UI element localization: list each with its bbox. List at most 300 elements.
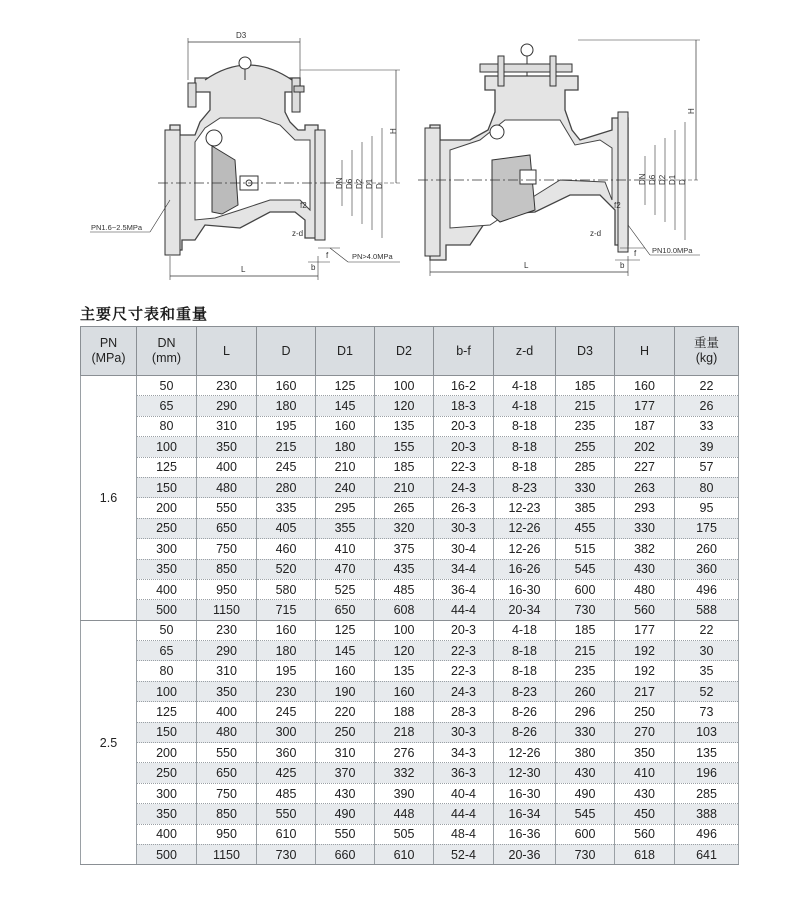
cell-dn: 500 — [137, 844, 197, 864]
cell-weight: 285 — [675, 783, 739, 803]
cell-d3: 430 — [556, 763, 615, 783]
cell-dn: 50 — [137, 376, 197, 396]
label-d: D — [375, 183, 384, 189]
cell-h: 618 — [615, 844, 675, 864]
cell-dn: 400 — [137, 824, 197, 844]
cell-bf: 24-3 — [434, 681, 494, 701]
label-d2-right: D2 — [658, 174, 667, 185]
cell-zd: 20-34 — [494, 600, 556, 620]
cell-weight: 95 — [675, 498, 739, 518]
cell-weight: 388 — [675, 804, 739, 824]
cell-d: 245 — [257, 457, 316, 477]
cell-zd: 16-34 — [494, 804, 556, 824]
cell-d3: 255 — [556, 437, 615, 457]
cell-l: 480 — [197, 722, 257, 742]
cell-d3: 185 — [556, 376, 615, 396]
cell-bf: 44-4 — [434, 804, 494, 824]
cell-d1: 430 — [316, 783, 375, 803]
cell-d: 280 — [257, 477, 316, 497]
table-row — [81, 743, 739, 763]
cell-h: 217 — [615, 681, 675, 701]
cell-d3: 545 — [556, 804, 615, 824]
table-row — [81, 437, 739, 457]
table-header-row — [81, 327, 739, 376]
cell-bf: 22-3 — [434, 661, 494, 681]
label-h: H — [389, 128, 398, 134]
cell-weight: 641 — [675, 844, 739, 864]
cell-d2: 160 — [375, 681, 434, 701]
cell-l: 1150 — [197, 844, 257, 864]
table-row — [81, 722, 739, 742]
cell-bf: 34-4 — [434, 559, 494, 579]
cell-weight: 35 — [675, 661, 739, 681]
cell-d1: 145 — [316, 396, 375, 416]
cell-l: 750 — [197, 783, 257, 803]
cell-d2: 218 — [375, 722, 434, 742]
cell-zd: 4-18 — [494, 376, 556, 396]
cell-d1: 145 — [316, 641, 375, 661]
label-d2: D2 — [355, 178, 364, 189]
table-row — [81, 681, 739, 701]
cell-d: 195 — [257, 661, 316, 681]
label-l: L — [241, 265, 246, 274]
cell-l: 350 — [197, 437, 257, 457]
cell-weight: 260 — [675, 539, 739, 559]
label-dn: DN — [335, 177, 344, 189]
table-row — [81, 620, 739, 640]
cell-bf: 22-3 — [434, 641, 494, 661]
cell-d1: 370 — [316, 763, 375, 783]
cell-d1: 410 — [316, 539, 375, 559]
cell-weight: 22 — [675, 376, 739, 396]
cell-weight: 73 — [675, 702, 739, 722]
cell-weight: 196 — [675, 763, 739, 783]
table-row — [81, 783, 739, 803]
label-l-right: L — [524, 261, 529, 270]
cell-d2: 505 — [375, 824, 434, 844]
cell-h: 560 — [615, 600, 675, 620]
cell-zd: 8-18 — [494, 416, 556, 436]
cell-l: 290 — [197, 396, 257, 416]
cell-dn: 80 — [137, 661, 197, 681]
cell-zd: 16-36 — [494, 824, 556, 844]
cell-bf: 52-4 — [434, 844, 494, 864]
label-d3: D3 — [236, 31, 247, 40]
cell-dn: 250 — [137, 518, 197, 538]
cell-dn: 125 — [137, 702, 197, 722]
label-f: f — [326, 251, 329, 260]
cell-d: 715 — [257, 600, 316, 620]
label-h-right: H — [687, 108, 696, 114]
table-row — [81, 559, 739, 579]
cell-h: 350 — [615, 743, 675, 763]
table-row — [81, 824, 739, 844]
cell-dn: 300 — [137, 539, 197, 559]
cell-d: 160 — [257, 620, 316, 640]
cell-d2: 608 — [375, 600, 434, 620]
cell-d: 405 — [257, 518, 316, 538]
cell-weight: 496 — [675, 824, 739, 844]
table-row — [81, 457, 739, 477]
cell-dn: 100 — [137, 437, 197, 457]
valve-drawings — [0, 0, 800, 285]
label-f-right: f — [634, 249, 637, 258]
cell-zd: 8-18 — [494, 457, 556, 477]
cell-d2: 100 — [375, 620, 434, 640]
cell-l: 950 — [197, 579, 257, 599]
cell-zd: 20-36 — [494, 844, 556, 864]
cell-dn: 125 — [137, 457, 197, 477]
cell-weight: 496 — [675, 579, 739, 599]
cell-h: 330 — [615, 518, 675, 538]
cell-d2: 332 — [375, 763, 434, 783]
cell-l: 550 — [197, 743, 257, 763]
cell-d3: 515 — [556, 539, 615, 559]
cell-l: 850 — [197, 559, 257, 579]
cell-h: 227 — [615, 457, 675, 477]
cell-h: 430 — [615, 783, 675, 803]
cell-zd: 12-26 — [494, 743, 556, 763]
cell-dn: 300 — [137, 783, 197, 803]
cell-weight: 80 — [675, 477, 739, 497]
cell-l: 1150 — [197, 600, 257, 620]
label-zd-right: z-d — [590, 229, 602, 238]
cell-l: 750 — [197, 539, 257, 559]
cell-d3: 490 — [556, 783, 615, 803]
cell-d2: 320 — [375, 518, 434, 538]
cell-bf: 22-3 — [434, 457, 494, 477]
table-row — [81, 600, 739, 620]
cell-d: 425 — [257, 763, 316, 783]
header-weight-unit: (kg) — [695, 351, 718, 365]
cell-l: 400 — [197, 702, 257, 722]
cell-dn: 350 — [137, 559, 197, 579]
cell-h: 177 — [615, 396, 675, 416]
cell-d: 160 — [257, 376, 316, 396]
cell-d1: 210 — [316, 457, 375, 477]
header-l: L — [197, 327, 257, 376]
cell-weight: 103 — [675, 722, 739, 742]
cell-d3: 730 — [556, 600, 615, 620]
cell-h: 450 — [615, 804, 675, 824]
table-row — [81, 661, 739, 681]
cell-d2: 448 — [375, 804, 434, 824]
cell-dn: 500 — [137, 600, 197, 620]
right-valve-drawing — [418, 40, 700, 276]
cell-h: 160 — [615, 376, 675, 396]
header-dn-unit: (mm) — [151, 351, 182, 365]
cell-l: 310 — [197, 416, 257, 436]
cell-d: 215 — [257, 437, 316, 457]
cell-l: 650 — [197, 763, 257, 783]
label-pn-low: PN1.6~2.5MPa — [91, 223, 143, 232]
label-d6: D6 — [345, 178, 354, 189]
cell-l: 950 — [197, 824, 257, 844]
cell-zd: 16-30 — [494, 783, 556, 803]
cell-d2: 435 — [375, 559, 434, 579]
cell-d2: 120 — [375, 396, 434, 416]
cell-zd: 4-18 — [494, 620, 556, 640]
label-f2-right: f2 — [614, 201, 621, 210]
cell-l: 350 — [197, 681, 257, 701]
cell-zd: 8-23 — [494, 681, 556, 701]
cell-bf: 30-3 — [434, 722, 494, 742]
cell-d3: 545 — [556, 559, 615, 579]
cell-zd: 12-30 — [494, 763, 556, 783]
cell-d3: 235 — [556, 661, 615, 681]
cell-weight: 360 — [675, 559, 739, 579]
cell-d: 230 — [257, 681, 316, 701]
cell-d1: 295 — [316, 498, 375, 518]
header-pn-unit: (MPa) — [91, 351, 126, 365]
cell-h: 177 — [615, 620, 675, 640]
cell-d1: 220 — [316, 702, 375, 722]
cell-dn: 65 — [137, 396, 197, 416]
cell-bf: 30-4 — [434, 539, 494, 559]
cell-bf: 20-3 — [434, 620, 494, 640]
cell-zd: 8-18 — [494, 661, 556, 681]
cell-bf: 26-3 — [434, 498, 494, 518]
cell-bf: 24-3 — [434, 477, 494, 497]
header-pn — [81, 327, 137, 376]
cell-zd: 4-18 — [494, 396, 556, 416]
cell-d3: 600 — [556, 824, 615, 844]
cell-d2: 135 — [375, 416, 434, 436]
pn-group-cell: 2.5 — [81, 620, 137, 865]
header-d: D — [257, 327, 316, 376]
cell-d: 520 — [257, 559, 316, 579]
header-dn — [137, 327, 197, 376]
label-f2: f2 — [300, 201, 307, 210]
cell-d3: 185 — [556, 620, 615, 640]
cell-h: 192 — [615, 661, 675, 681]
cell-d1: 525 — [316, 579, 375, 599]
cell-weight: 26 — [675, 396, 739, 416]
cell-d3: 600 — [556, 579, 615, 599]
cell-zd: 8-26 — [494, 702, 556, 722]
cell-d3: 455 — [556, 518, 615, 538]
table-body — [81, 376, 739, 865]
cell-d3: 260 — [556, 681, 615, 701]
cell-d: 550 — [257, 804, 316, 824]
cell-d1: 310 — [316, 743, 375, 763]
cell-d: 300 — [257, 722, 316, 742]
cell-d3: 285 — [556, 457, 615, 477]
label-d6-right: D6 — [648, 174, 657, 185]
header-bf: b-f — [434, 327, 494, 376]
cell-h: 382 — [615, 539, 675, 559]
cell-dn: 200 — [137, 743, 197, 763]
table-row — [81, 396, 739, 416]
cell-d2: 390 — [375, 783, 434, 803]
cell-d3: 296 — [556, 702, 615, 722]
table-row — [81, 539, 739, 559]
cell-d2: 210 — [375, 477, 434, 497]
cell-d1: 660 — [316, 844, 375, 864]
header-weight-label: 重量 — [693, 336, 719, 350]
cell-l: 230 — [197, 620, 257, 640]
cell-d: 180 — [257, 641, 316, 661]
label-b: b — [311, 263, 316, 272]
cell-weight: 30 — [675, 641, 739, 661]
cell-zd: 12-26 — [494, 518, 556, 538]
cell-l: 400 — [197, 457, 257, 477]
table-row — [81, 702, 739, 722]
cell-zd: 16-26 — [494, 559, 556, 579]
cell-l: 850 — [197, 804, 257, 824]
cell-d: 180 — [257, 396, 316, 416]
cell-h: 202 — [615, 437, 675, 457]
header-d1: D1 — [316, 327, 375, 376]
cell-h: 270 — [615, 722, 675, 742]
header-h: H — [615, 327, 675, 376]
cell-h: 560 — [615, 824, 675, 844]
cell-d: 610 — [257, 824, 316, 844]
cell-dn: 50 — [137, 620, 197, 640]
cell-d1: 180 — [316, 437, 375, 457]
cell-bf: 36-3 — [434, 763, 494, 783]
cell-d1: 355 — [316, 518, 375, 538]
cell-d3: 215 — [556, 396, 615, 416]
table-row — [81, 376, 739, 396]
cell-d: 580 — [257, 579, 316, 599]
label-d1: D1 — [365, 178, 374, 189]
cell-bf: 18-3 — [434, 396, 494, 416]
cell-d2: 276 — [375, 743, 434, 763]
cell-weight: 39 — [675, 437, 739, 457]
cell-h: 187 — [615, 416, 675, 436]
cell-zd: 12-23 — [494, 498, 556, 518]
cell-h: 250 — [615, 702, 675, 722]
cell-d1: 240 — [316, 477, 375, 497]
dimension-weight-table — [80, 326, 739, 865]
cell-d2: 375 — [375, 539, 434, 559]
cell-d: 730 — [257, 844, 316, 864]
cell-d2: 135 — [375, 661, 434, 681]
table-row — [81, 518, 739, 538]
cell-bf: 30-3 — [434, 518, 494, 538]
cell-dn: 100 — [137, 681, 197, 701]
cell-h: 263 — [615, 477, 675, 497]
cell-zd: 8-26 — [494, 722, 556, 742]
cell-d: 360 — [257, 743, 316, 763]
cell-d1: 650 — [316, 600, 375, 620]
cell-bf: 48-4 — [434, 824, 494, 844]
table-heading: 主要尺寸表和重量 — [80, 305, 209, 323]
cell-d1: 160 — [316, 661, 375, 681]
cell-l: 310 — [197, 661, 257, 681]
cell-d3: 235 — [556, 416, 615, 436]
header-zd: z-d — [494, 327, 556, 376]
cell-d1: 250 — [316, 722, 375, 742]
label-b-right: b — [620, 261, 625, 270]
cell-d: 195 — [257, 416, 316, 436]
cell-bf: 36-4 — [434, 579, 494, 599]
cell-d2: 188 — [375, 702, 434, 722]
cell-bf: 20-3 — [434, 437, 494, 457]
label-dn-right: DN — [638, 173, 647, 185]
cell-weight: 22 — [675, 620, 739, 640]
cell-zd: 8-18 — [494, 641, 556, 661]
table-row — [81, 579, 739, 599]
cell-d1: 125 — [316, 376, 375, 396]
cell-l: 230 — [197, 376, 257, 396]
cell-h: 293 — [615, 498, 675, 518]
cell-l: 650 — [197, 518, 257, 538]
cell-zd: 8-23 — [494, 477, 556, 497]
cell-weight: 33 — [675, 416, 739, 436]
cell-l: 550 — [197, 498, 257, 518]
cell-d3: 330 — [556, 477, 615, 497]
cell-d2: 485 — [375, 579, 434, 599]
cell-bf: 20-3 — [434, 416, 494, 436]
table-row — [81, 804, 739, 824]
cell-bf: 16-2 — [434, 376, 494, 396]
table-row — [81, 844, 739, 864]
table-row — [81, 641, 739, 661]
label-zd: z-d — [292, 229, 304, 238]
left-valve-drawing — [90, 38, 400, 280]
cell-d1: 470 — [316, 559, 375, 579]
pn-group-cell: 1.6 — [81, 376, 137, 621]
cell-zd: 12-26 — [494, 539, 556, 559]
label-pn-high: PN>4.0MPa — [352, 252, 393, 261]
cell-dn: 250 — [137, 763, 197, 783]
cell-d2: 265 — [375, 498, 434, 518]
cell-d1: 125 — [316, 620, 375, 640]
header-dn-label: DN — [157, 336, 176, 350]
table-row — [81, 763, 739, 783]
cell-h: 480 — [615, 579, 675, 599]
table-row — [81, 498, 739, 518]
table-row — [81, 416, 739, 436]
cell-d2: 100 — [375, 376, 434, 396]
cell-d2: 155 — [375, 437, 434, 457]
cell-dn: 80 — [137, 416, 197, 436]
cell-bf: 34-3 — [434, 743, 494, 763]
cell-dn: 200 — [137, 498, 197, 518]
cell-h: 410 — [615, 763, 675, 783]
cell-l: 290 — [197, 641, 257, 661]
header-d3: D3 — [556, 327, 615, 376]
cell-weight: 57 — [675, 457, 739, 477]
header-pn-label: PN — [99, 336, 118, 350]
cell-weight: 175 — [675, 518, 739, 538]
cell-dn: 150 — [137, 722, 197, 742]
label-d1-right: D1 — [668, 174, 677, 185]
cell-bf: 44-4 — [434, 600, 494, 620]
cell-d: 485 — [257, 783, 316, 803]
header-weight — [675, 327, 739, 376]
cell-d: 460 — [257, 539, 316, 559]
cell-dn: 65 — [137, 641, 197, 661]
cell-d3: 385 — [556, 498, 615, 518]
cell-bf: 40-4 — [434, 783, 494, 803]
cell-h: 430 — [615, 559, 675, 579]
cell-weight: 135 — [675, 743, 739, 763]
cell-zd: 16-30 — [494, 579, 556, 599]
cell-d3: 330 — [556, 722, 615, 742]
cell-d1: 490 — [316, 804, 375, 824]
label-pn-right: PN10.0MPa — [652, 246, 693, 255]
cell-bf: 28-3 — [434, 702, 494, 722]
cell-d1: 190 — [316, 681, 375, 701]
cell-dn: 150 — [137, 477, 197, 497]
cell-d3: 380 — [556, 743, 615, 763]
cell-zd: 8-18 — [494, 437, 556, 457]
cell-d1: 160 — [316, 416, 375, 436]
cell-d3: 215 — [556, 641, 615, 661]
